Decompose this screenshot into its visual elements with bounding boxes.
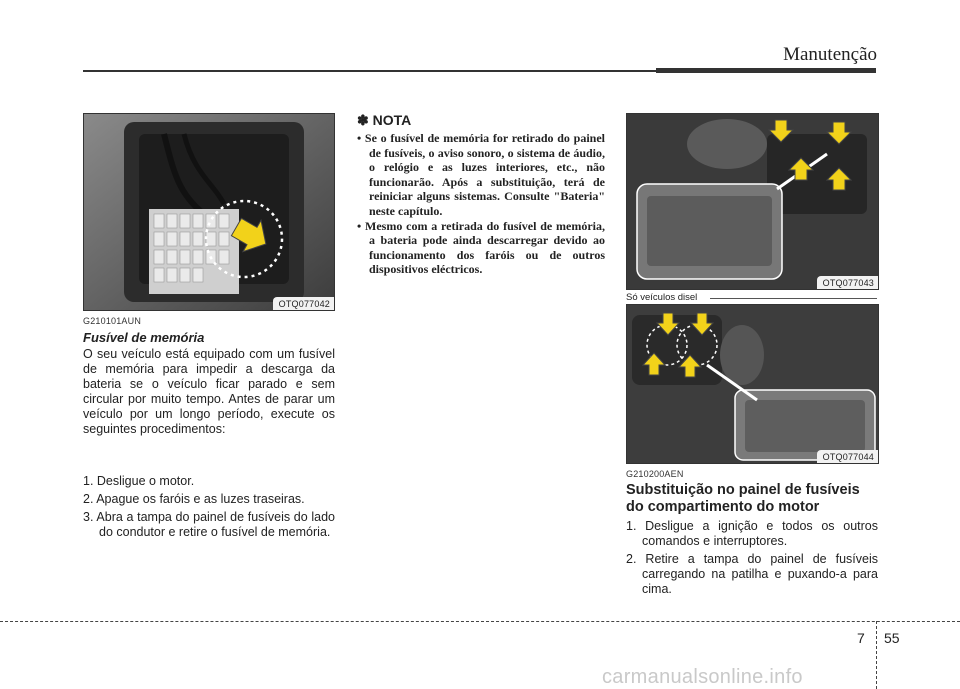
section-paragraph: O seu veículo está equipado com um fusível de memória para impedir a descarga da bateria se o veículo ficar parado e sem circular por muito tempo. Antes de parar um veículo por um longo período, execute os seguintes procedimentos: [83, 347, 335, 436]
image-caption: OTQ077043 [817, 276, 878, 289]
section-code: G210101AUN [83, 316, 142, 326]
list-item: 2. Retire a tampa do painel de fusíveis carregando na patilha e puxando-a para cima. [626, 552, 878, 596]
header-rule [83, 70, 876, 72]
list-item: 1. Desligue a ignição e todos os outros comandos e interruptores. [626, 519, 878, 548]
section-heading: Substituição no painel de fusíveis do compartimento do motor [626, 482, 860, 515]
list-item: 3. Abra a tampa do painel de fusíveis do lado do condutor e retire o fusível de memória. [83, 510, 335, 539]
image-caption: OTQ077044 [817, 450, 878, 463]
page-number: 55 [884, 630, 900, 646]
nota-title: ✽ NOTA [357, 112, 412, 128]
nota-list [357, 131, 605, 277]
fuse-panel-illustration [84, 114, 334, 310]
engine-fuse-photo-1 [626, 113, 879, 290]
engine-bay-illustration [627, 114, 878, 289]
engine-fuse-photo-2 [626, 304, 879, 464]
left-steps-list [83, 474, 335, 543]
footer-rule [0, 621, 960, 622]
watermark: carmanualsonline.info [602, 666, 803, 688]
nota-item: • Mesmo com a retirada do fusível de memória, a bateria pode ainda descarregar devido ao funcionamento dos faróis ou de outros dispositivos eléctricos. [357, 218, 605, 277]
nota-item: • Se o fusível de memória for retirado do painel de fusíveis, o aviso sonoro, o sistema de áudio, o relógio e as luzes interiores, etc., não funcionarão. Após a substituição, terá de reiniciar alguns sistemas. Consulte "Bateria" neste capítulo. [357, 131, 605, 218]
fuse-panel-photo [83, 113, 335, 311]
chapter-number: 7 [857, 630, 865, 646]
engine-bay-diesel-illustration [627, 305, 878, 463]
list-item: 2. Apague os faróis e as luzes traseiras. [83, 492, 305, 506]
section-code: G210200AEN [626, 469, 684, 479]
footer-divider [876, 621, 877, 689]
list-item: 1. Desligue o motor. [83, 474, 195, 488]
section-subheading: Fusível de memória [83, 330, 205, 345]
label-rule [710, 298, 877, 299]
diesel-only-label: Só veículos disel [626, 292, 698, 303]
image-caption: OTQ077042 [273, 297, 334, 310]
right-steps-list [626, 519, 878, 600]
page-header-title: Manutenção [783, 44, 877, 65]
